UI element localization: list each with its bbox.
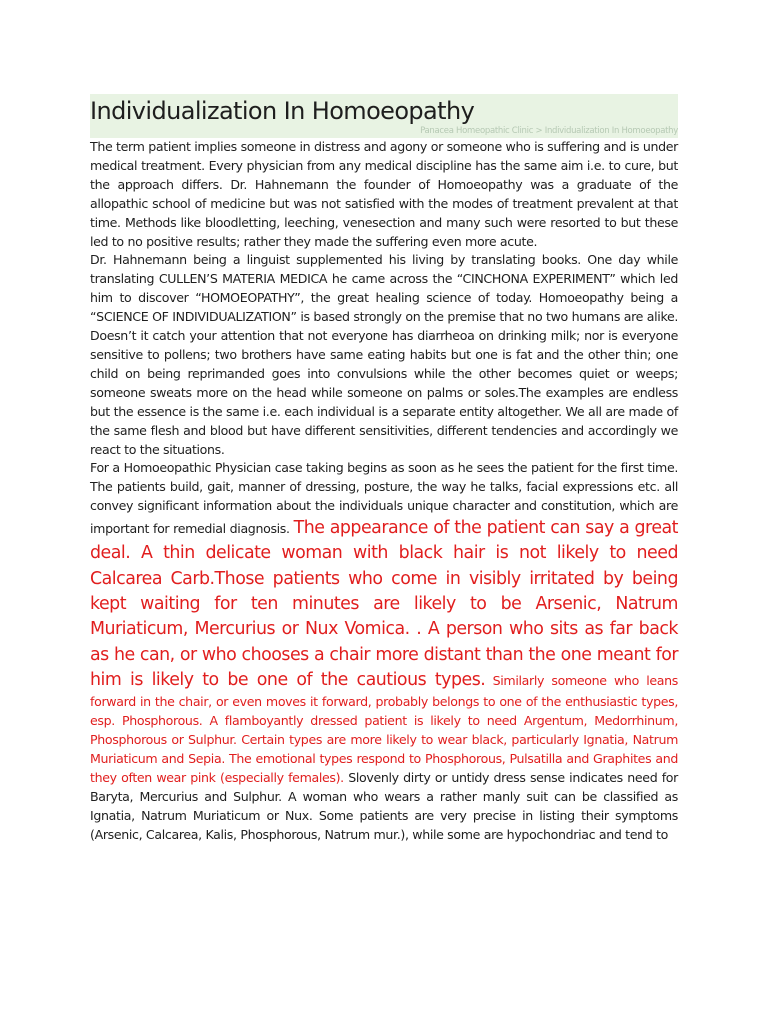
breadcrumb-separator: > xyxy=(533,126,545,136)
breadcrumb-current: Individualization In Homoeopathy xyxy=(544,126,678,136)
highlighted-text-large: The appearance of the patient can say a great deal. A thin delicate woman with black hair is not likely to need Calcarea Carb.Those patients who come in visibly irritated by being kept waiting for ten minutes are likely to be Arsenic, Natrum Muriaticum, Mercurius or Nux Vomica. . A person who sits as far back as he can, or who chooses a chair more distant than the one meant for him is likely to be one of the cautious types. xyxy=(90,518,679,690)
article xyxy=(90,94,678,844)
paragraph-3-tail: Slovenly dirty or untidy dress sense indicates need for Baryta, Mercurius and Sulphur. A woman who wears a rather manly suit can be classified as Ignatia, Natrum Muriaticum or Nux. Some patients are very precise in listing their symptoms (Arsenic, Calcarea, Kalis, Phosphorous, Natrum mur.), while some are hypochondriac and tend to xyxy=(90,769,678,842)
article-header xyxy=(90,94,678,138)
article-body xyxy=(90,138,678,844)
highlighted-text-small: Similarly someone who leans forward in the chair, or even moves it forward, probably belongs to one of the enthusiastic types, esp. Phosphorous. A flamboyantly dressed patient is likely to need Argentum, Medorrhinum, Phosphorous or Sulphur. Certain types are more likely to wear black, particularly Ignatia, Natrum Muriaticum and Sepia. The emotional types respond to Phosphorous, Pulsatilla and Graphites and they often wear pink (especially females). xyxy=(90,672,678,785)
paragraph-3-intro: For a Homoeopathic Physician case taking begins as soon as he sees the patient for the first time. The patients build, gait, manner of dressing, posture, the way he talks, facial expressions etc. all convey significant information about the individuals unique character and constitution, which are important for remedial diagnosis. xyxy=(90,460,678,537)
paragraph-3 xyxy=(90,459,678,844)
breadcrumb xyxy=(420,126,678,136)
breadcrumb-home-link[interactable]: Panacea Homeopathic Clinic xyxy=(420,126,534,136)
paragraph-1: The term patient implies someone in distress and agony or someone who is suffering and is under medical treatment. Every physician from any medical discipline has the same aim i.e. to cure, but the approach differs. Dr. Hahnemann the founder of Homoeopathy was a graduate of the allopathic school of medicine but was not satisfied with the modes of treatment prevalent at that time. Methods like bloodletting, leeching, venesection and many such were resorted to but these led to no positive results; rather they made the suffering even more acute. xyxy=(90,139,678,249)
page-title: Individualization In Homoeopathy xyxy=(90,97,475,125)
paragraph-2: Dr. Hahnemann being a linguist supplemented his living by translating books. One day while translating CULLEN’S MATERIA MEDICA he came across the “CINCHONA EXPERIMENT” which led him to discover “HOMOEOPATHY”, the great healing science of today. Homoeopathy being a “SCIENCE OF INDIVIDUALIZATION” is based strongly on the premise that no two humans are alike. Doesn’t it catch your attention that not everyone has diarrheoa on drinking milk; nor is everyone sensitive to pollens; two brothers have same eating habits but one is fat and the other thin; one child on being reprimanded goes into convulsions while the other becomes quiet or weeps; someone sweats more on the head while someone on palms or soles.The examples are endless but the essence is the same i.e. each individual is a separate entity altogether. We all are made of the same flesh and blood but have different sensitivities, different tendencies and accordingly we react to the situations. xyxy=(90,252,678,457)
